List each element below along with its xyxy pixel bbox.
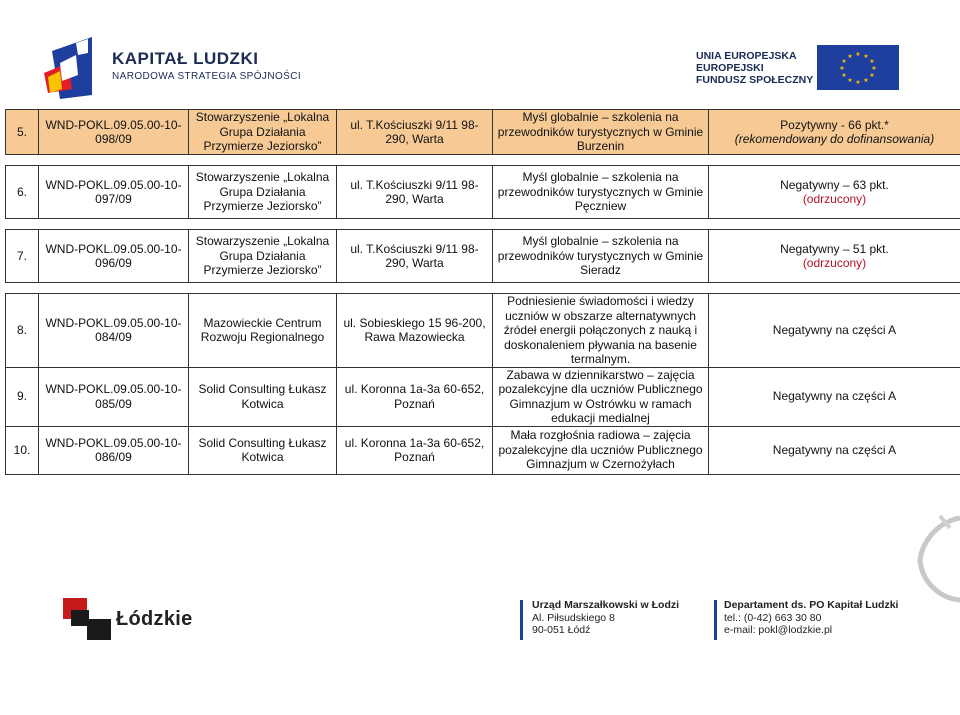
row-number: 9. bbox=[6, 367, 39, 426]
organization: Stowarzyszenie „Lokalna Grupa Działania Przymierze Jeziorsko” bbox=[189, 166, 337, 219]
project-title: Myśl globalnie – szkolenia na przewodników turystycznych w Gminie Sieradz bbox=[493, 230, 709, 283]
lodzkie-logo-icon bbox=[63, 598, 111, 640]
divider bbox=[714, 600, 717, 640]
application-code: WND-POKL.09.05.00-10-098/09 bbox=[39, 110, 189, 155]
svg-text:★: ★ bbox=[869, 72, 875, 79]
svg-text:★: ★ bbox=[841, 58, 847, 65]
row-spacer bbox=[6, 219, 960, 230]
svg-text:★: ★ bbox=[847, 53, 853, 60]
result-text: Negatywny – 63 pkt. bbox=[780, 177, 889, 192]
organization: Solid Consulting Łukasz Kotwica bbox=[189, 367, 337, 426]
svg-text:★: ★ bbox=[869, 58, 875, 65]
result-note: (odrzucony) bbox=[802, 256, 867, 270]
table-row bbox=[6, 230, 960, 283]
office-street: Al. Piłsudskiego 8 bbox=[532, 611, 615, 624]
svg-text:★: ★ bbox=[841, 72, 847, 79]
application-code: WND-POKL.09.05.00-10-097/09 bbox=[39, 166, 189, 219]
address: ul. Koronna 1a-3a 60-652, Poznań bbox=[337, 367, 493, 426]
application-code: WND-POKL.09.05.00-10-085/09 bbox=[39, 367, 189, 426]
evaluation-result bbox=[709, 166, 960, 219]
svg-text:★: ★ bbox=[863, 53, 869, 60]
decorative-arc-icon bbox=[900, 500, 960, 610]
department-email[interactable]: e-mail: pokl@lodzkie.pl bbox=[724, 624, 833, 636]
application-code: WND-POKL.09.05.00-10-084/09 bbox=[39, 294, 189, 368]
projects-table bbox=[5, 109, 960, 475]
department-phone: tel.: (0-42) 663 30 80 bbox=[724, 611, 822, 624]
organization: Stowarzyszenie „Lokalna Grupa Działania Przymierze Jeziorsko” bbox=[189, 110, 337, 155]
lodzkie-label: Łódzkie bbox=[116, 608, 193, 630]
organization: Solid Consulting Łukasz Kotwica bbox=[189, 426, 337, 474]
result-text: Pozytywny - 66 pkt.* bbox=[780, 117, 889, 132]
address: ul. Koronna 1a-3a 60-652, Poznań bbox=[337, 426, 493, 474]
row-number: 6. bbox=[6, 166, 39, 219]
eu-line-1: UNIA EUROPEJSKA bbox=[696, 50, 797, 62]
office-name: Urząd Marszałkowski w Łodzi bbox=[532, 599, 680, 611]
row-number: 5. bbox=[6, 110, 39, 155]
address: ul. T.Kościuszki 9/11 98-290, Warta bbox=[337, 166, 493, 219]
project-title: Mała rozgłośnia radiowa – zajęcia pozalekcyjne dla uczniów Publicznego Gimnazjum w Czernożyłach bbox=[493, 426, 709, 474]
svg-text:★: ★ bbox=[871, 65, 877, 72]
application-code: WND-POKL.09.05.00-10-086/09 bbox=[39, 426, 189, 474]
evaluation-result: Negatywny na części A bbox=[709, 294, 960, 368]
department-name: Departament ds. PO Kapitał Ludzki bbox=[724, 599, 899, 611]
svg-text:★: ★ bbox=[847, 77, 853, 84]
table-row bbox=[6, 294, 960, 368]
evaluation-result: Negatywny na części A bbox=[709, 426, 960, 474]
address: ul. Sobieskiego 15 96-200, Rawa Mazowiecka bbox=[337, 294, 493, 368]
table-row bbox=[6, 426, 960, 474]
eu-line-2: EUROPEJSKI bbox=[696, 62, 764, 74]
svg-text:★: ★ bbox=[839, 65, 845, 72]
office-city: 90-051 Łódź bbox=[532, 624, 591, 636]
evaluation-result: Negatywny na części A bbox=[709, 367, 960, 426]
row-spacer bbox=[6, 155, 960, 166]
kapital-ludzki-subtitle: NARODOWA STRATEGIA SPÓJNOŚCI bbox=[112, 71, 302, 82]
application-code: WND-POKL.09.05.00-10-096/09 bbox=[39, 230, 189, 283]
table-row bbox=[6, 110, 960, 155]
project-title: Myśl globalnie – szkolenia na przewodników turystycznych w Gminie Pęczniew bbox=[493, 166, 709, 219]
address: ul. T.Kościuszki 9/11 98-290, Warta bbox=[337, 230, 493, 283]
evaluation-result bbox=[709, 110, 960, 155]
table-row bbox=[6, 166, 960, 219]
department-contact bbox=[724, 599, 898, 637]
svg-text:★: ★ bbox=[855, 79, 861, 86]
eu-fund-text bbox=[696, 50, 813, 86]
organization: Stowarzyszenie „Lokalna Grupa Działania Przymierze Jeziorsko” bbox=[189, 230, 337, 283]
row-number: 7. bbox=[6, 230, 39, 283]
project-title: Podniesienie świadomości i wiedzy uczniów w obszarze alternatywnych źródeł energii połączonych z nauką i doskonaleniem pływania na basenie termalnym. bbox=[493, 294, 709, 368]
kapital-ludzki-logo bbox=[42, 33, 302, 105]
evaluation-result bbox=[709, 230, 960, 283]
row-number: 8. bbox=[6, 294, 39, 368]
table-row bbox=[6, 367, 960, 426]
organization: Mazowieckie Centrum Rozwoju Regionalnego bbox=[189, 294, 337, 368]
svg-text:★: ★ bbox=[863, 77, 869, 84]
result-text: Negatywny – 51 pkt. bbox=[780, 241, 889, 256]
svg-text:★: ★ bbox=[855, 51, 861, 58]
row-number: 10. bbox=[6, 426, 39, 474]
kapital-ludzki-title: KAPITAŁ LUDZKI bbox=[112, 49, 259, 68]
result-note: (odrzucony) bbox=[802, 192, 867, 206]
eu-flag-icon bbox=[817, 45, 899, 90]
office-address bbox=[532, 599, 679, 637]
project-title: Myśl globalnie – szkolenia na przewodników turystycznych w Gminie Burzenin bbox=[493, 110, 709, 155]
project-title: Zabawa w dziennikarstwo – zajęcia pozalekcyjne dla uczniów Publicznego Gimnazjum w Ostrówku w ramach edukacji medialnej bbox=[493, 367, 709, 426]
eu-line-3: FUNDUSZ SPOŁECZNY bbox=[696, 74, 814, 86]
row-spacer bbox=[6, 283, 960, 294]
divider bbox=[520, 600, 523, 640]
result-note: (rekomendowany do dofinansowania) bbox=[734, 132, 935, 146]
address: ul. T.Kościuszki 9/11 98-290, Warta bbox=[337, 110, 493, 155]
